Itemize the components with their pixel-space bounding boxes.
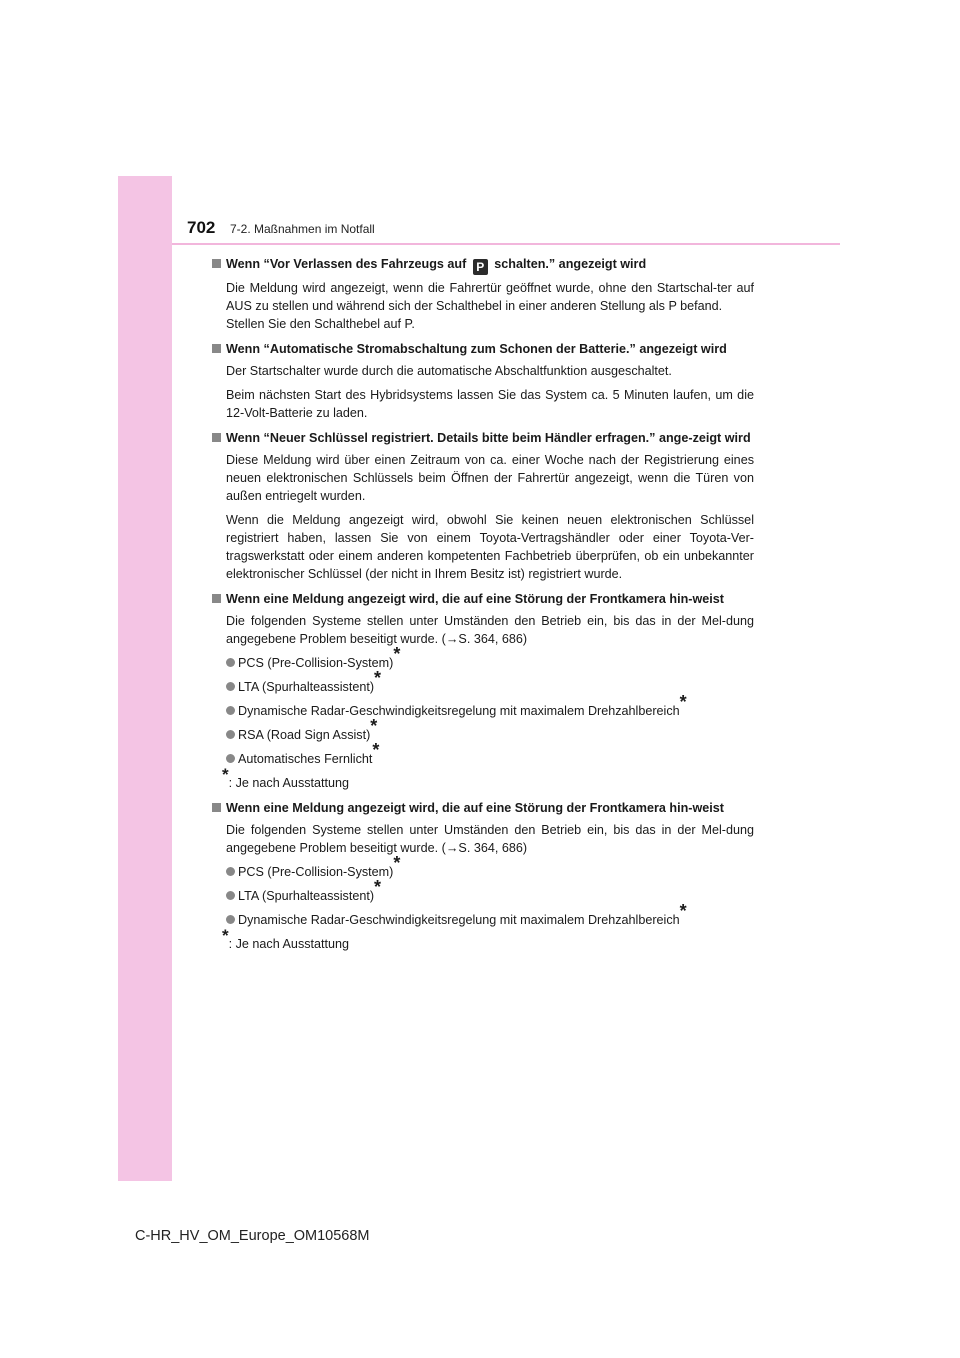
heading-text: Wenn “Vor Verlassen des Fahrzeugs auf <box>226 257 467 271</box>
list-item-text: Dynamische Radar-Geschwindigkeitsregelung mit maximalem Drehzahlbereich <box>238 704 680 718</box>
asterisk-marker: * <box>370 715 378 736</box>
section-heading <box>212 799 754 817</box>
page-number: 702 <box>187 218 216 237</box>
list-item-text: PCS (Pre-Collision-System) <box>238 865 394 879</box>
list-item-text: Dynamische Radar-Geschwindigkeitsregelung mit maximalem Drehzahlbereich <box>238 913 680 927</box>
round-bullet-icon <box>226 730 235 739</box>
page-content <box>212 255 754 953</box>
paragraph: Die folgenden Systeme stellen unter Umständen den Betrieb ein, bis das in der Mel-dung angegebene Problem beseitigt wurde. (→S. 364, 686) <box>226 823 754 855</box>
list-item-text: LTA (Spurhalteassistent) <box>238 889 375 903</box>
round-bullet-icon <box>226 658 235 667</box>
list-item <box>226 643 754 672</box>
section-heading <box>212 429 754 447</box>
asterisk-marker: * <box>393 852 401 873</box>
section-title: 7-2. Maßnahmen im Notfall <box>230 222 375 236</box>
heading-text: schalten.” angezeigt wird <box>494 257 647 271</box>
list-item-text: LTA (Spurhalteassistent) <box>238 680 375 694</box>
heading-text: Wenn “Neuer Schlüssel registriert. Details bitte beim Händler erfragen.” ange-zeigt wird <box>226 431 751 445</box>
paragraph: Die Meldung wird angezeigt, wenn die Fahrertür geöffnet wurde, ohne den Startschal-ter auf AUS zu stellen und während sich der Schalthebel in einer anderen Stellung als P befand. <box>226 281 754 313</box>
paragraph: Der Startschalter wurde durch die automatische Abschaltfunktion ausgeschaltet. <box>226 364 672 378</box>
round-bullet-icon <box>226 682 235 691</box>
asterisk-marker: * <box>222 925 229 945</box>
round-bullet-icon <box>226 706 235 715</box>
footnote-text: : Je nach Ausstattung <box>228 776 350 790</box>
paragraph: Diese Meldung wird über einen Zeitraum von ca. einer Woche nach der Registrierung eines neuen elektronischen Schlüssels beim Öffnen der Fahrertür angezeigt, wenn die Türen von außen entriegelt wurden. <box>226 453 754 503</box>
paragraph: Die folgenden Systeme stellen unter Umständen den Betrieb ein, bis das in der Mel-dung angegebene Problem beseitigt wurde. (→S. 364, 686) <box>226 614 754 646</box>
list-item <box>226 691 754 720</box>
side-color-band <box>118 176 172 1181</box>
heading-text: Wenn “Automatische Stromabschaltung zum Schonen der Batterie.” angezeigt wird <box>226 342 727 356</box>
square-bullet-icon <box>212 594 221 603</box>
list-item <box>226 900 754 929</box>
park-p-icon: P <box>473 259 488 275</box>
round-bullet-icon <box>226 891 235 900</box>
square-bullet-icon <box>212 803 221 812</box>
asterisk-marker: * <box>393 643 401 664</box>
asterisk-marker: * <box>679 691 687 712</box>
list-item-text: PCS (Pre-Collision-System) <box>238 656 394 670</box>
list-item <box>226 715 754 744</box>
header-rule <box>172 243 840 245</box>
list-item-text: Automatisches Fernlicht <box>238 752 373 766</box>
list-item <box>226 876 754 905</box>
square-bullet-icon <box>212 433 221 442</box>
paragraph: Beim nächsten Start des Hybridsystems lassen Sie das System ca. 5 Minuten laufen, um die 12-Volt-Batterie zu laden. <box>226 388 754 420</box>
footnote-text: : Je nach Ausstattung <box>228 937 350 951</box>
section-heading <box>212 590 754 608</box>
heading-text: Wenn eine Meldung angezeigt wird, die auf eine Störung der Frontkamera hin-weist <box>226 801 724 815</box>
square-bullet-icon <box>212 344 221 353</box>
footnote <box>222 764 754 792</box>
asterisk-marker: * <box>679 900 687 921</box>
round-bullet-icon <box>226 867 235 876</box>
list-item <box>226 852 754 881</box>
list-item <box>226 739 754 768</box>
section-heading <box>212 340 754 358</box>
asterisk-marker: * <box>374 667 382 688</box>
heading-text: Wenn eine Meldung angezeigt wird, die auf eine Störung der Frontkamera hin-weist <box>226 592 724 606</box>
paragraph: Wenn die Meldung angezeigt wird, obwohl Sie keinen neuen elektronischen Schlüssel registriert haben, lassen Sie von einem Toyota-Vertragshändler oder einer Toyota-Ver-tragswerkstatt oder einem anderen kompetenten Fachbetrieb überprüfen, ob ein unbekannter elektronischer Schlüssel (der nicht in Ihrem Besitz ist) registriert wurde. <box>226 513 754 581</box>
square-bullet-icon <box>212 259 221 268</box>
list-item <box>226 667 754 696</box>
list-item-text: RSA (Road Sign Assist) <box>238 728 371 742</box>
section-heading <box>212 255 754 275</box>
asterisk-marker: * <box>372 739 380 760</box>
asterisk-marker: * <box>222 764 229 784</box>
asterisk-marker: * <box>374 876 382 897</box>
paragraph: Stellen Sie den Schalthebel auf P. <box>226 317 415 331</box>
document-id-footer: C-HR_HV_OM_Europe_OM10568M <box>135 1228 370 1244</box>
round-bullet-icon <box>226 915 235 924</box>
footnote <box>222 925 754 953</box>
round-bullet-icon <box>226 754 235 763</box>
